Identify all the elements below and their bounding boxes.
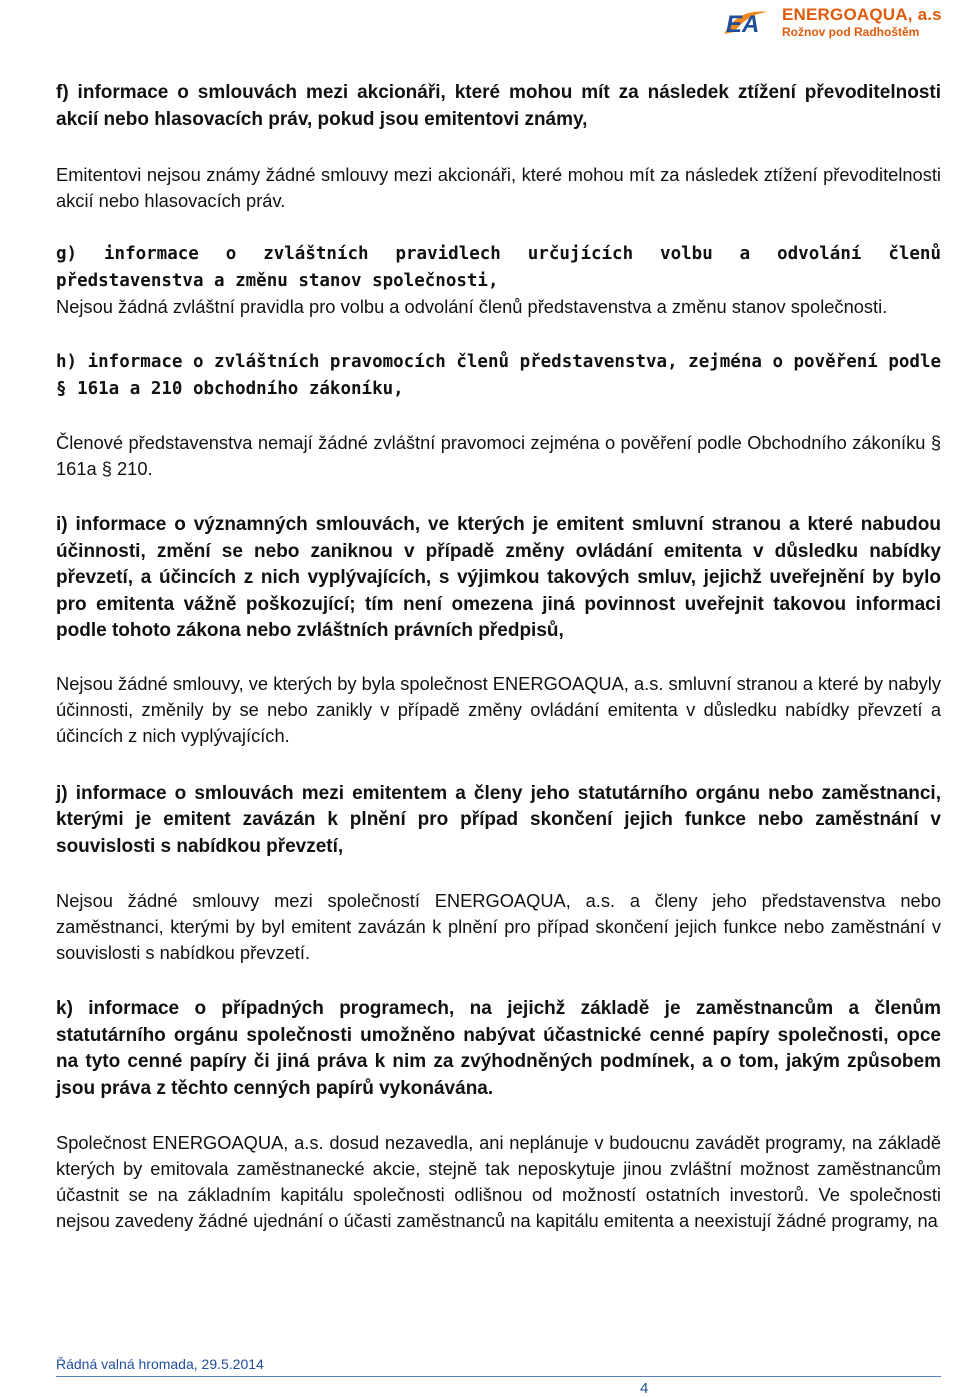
section-k-heading: k) informace o případných programech, na jejichž základě je zaměstnancům a členům statutárního orgánu společnosti umožněno nabývat účastnické cenné papíry společnosti, opce na tyto cenné papíry či jiná práva k nim za zvýhodněných podmínek, a o tom, jakým způsobem jsou práva z těchto cenných papírů vykonávána. xyxy=(56,998,941,1099)
company-logo xyxy=(720,2,952,42)
page-number: 4 xyxy=(640,1380,649,1397)
section-h-body: Členové představenstva nemají žádné zvláštní pravomoci zejména o pověření podle Obchodního zákoníku § 161a § 210. xyxy=(56,432,941,479)
logo-city: Rožnov pod Radhoštěm xyxy=(782,25,920,39)
section-i-body: Nejsou žádné smlouvy, ve kterých by byla společnost ENERGOAQUA, a.s. smluvní stranou a které by nabyly účinnosti, změnily by se nebo zanikly v případě změny ovládání emitenta v důsledku nabídky převzetí a účincích z nich vyplývajících. xyxy=(56,672,941,746)
section-j-body: Nejsou žádné smlouvy mezi společností ENERGOAQUA, a.s. a členy jeho představenstva nebo zaměstnanci, kterými by byl emitent zavázán k plnění pro případ skončení jejich funkce nebo zaměstnání v souvislosti s nabídkou převzetí. xyxy=(56,890,941,963)
document-body xyxy=(56,80,941,1234)
energoaqua-logo-icon xyxy=(720,2,778,42)
section-j-heading: j) informace o smlouvách mezi emitentem a členy jeho statutárního orgánu nebo zaměstnanci, kterými je emitent zavázán k plnění pro případ skončení jejich funkce nebo zaměstnání v souvislosti s nabídkou převzetí, xyxy=(56,782,941,857)
section-k-body: Společnost ENERGOAQUA, a.s. dosud nezavedla, ani neplánuje v budoucnu zavádět programy, na základě kterých by emitovala zaměstnanecké akcie, stejně tak neposkytuje jinou zvláštní možnost zaměstnancům účastnit se na základním kapitálu společnosti odlišnou od možností ostatních investorů. Ve společnosti nejsou zavedeny žádné ujednání o účasti zaměstnanců na kapitálu emitenta a neexistují žádné programy, na xyxy=(56,1132,941,1231)
logo-company-name: ENERGOAQUA, a.s xyxy=(782,5,942,24)
section-f-body: Emitentovi nejsou známy žádné smlouvy mezi akcionáři, které mohou mít za následek ztížení převoditelnosti akcií nebo hlasovacích práv. xyxy=(56,164,941,211)
footer-divider xyxy=(56,1376,941,1377)
section-i-heading: i) informace o významných smlouvách, ve kterých je emitent smluvní stranou a které nabudou účinnosti, změní se nebo zaniknou v případě změny ovládání emitenta v důsledku nabídky převzetí, a účincích z nich vyplývajících, s výjimkou takových smluv, jejichž uveřejnění by bylo pro emitenta vážně poškozující; tím není omezena jiná povinnost uveřejnit takovou informaci podle tohoto zákona nebo zvláštních právních předpisů, xyxy=(56,514,941,641)
section-f-heading: f) informace o smlouvách mezi akcionáři, které mohou mít za následek ztížení převoditelnosti akcií nebo hlasovacích práv, pokud jsou emitentovi známy, xyxy=(56,82,941,130)
logo-letters: EA xyxy=(726,11,760,38)
footer-meeting-date: Řádná valná hromada, 29.5.2014 xyxy=(56,1356,264,1372)
section-g-heading: g) informace o zvláštních pravidlech určujících volbu a odvolání členů představenstva a změnu stanov společnosti, xyxy=(56,244,941,291)
section-g-body: Nejsou žádná zvláštní pravidla pro volbu a odvolání členů představenstva a změnu stanov společnosti. xyxy=(56,296,888,317)
section-h-heading: h) informace o zvláštních pravomocích členů představenstva, zejména o pověření podle § 161a a 210 obchodního zákoníku, xyxy=(56,352,942,399)
